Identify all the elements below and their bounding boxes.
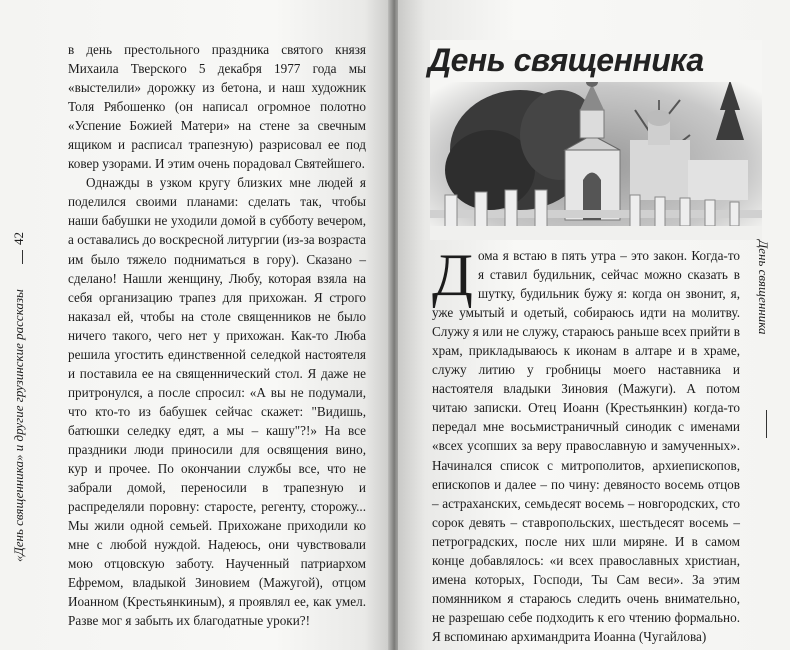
right-header-rule [766, 410, 767, 438]
book-running-title: «День священника» и другие грузинские рассказы [11, 289, 26, 562]
right-running-head [755, 240, 779, 420]
page-number: 42 [11, 232, 26, 245]
chapter-title: День священника [428, 42, 704, 78]
left-running-head [11, 232, 35, 562]
paragraph: в день престольного праздника святого князя Михаила Тверского 5 декабря 1977 года мы «выстелили» дорожку из бетона, и наш художник Толя Рябошенко (он написал огромное полотно «Успение Божией Матери» на стене за свечным ящиком и расписал трапезную) разрисовал ее под ковер узорами. И этим очень порадовал Святейшего. [68, 42, 366, 172]
left-body-text [68, 40, 366, 630]
paragraph: Однажды в узком кругу близких мне людей я поделился своими планами: сделать так, чтобы наши бабушки не уходили домой в субботу вечером, а оставались до воскресной литургии (из-за возраста им было тяжело подниматься в гору). Сказано – сделано! Нашли женщину, Любу, которая взяла на себя организацию трапез для прихожан. Я строго наказал ей, чтобы на столе священников не было ничего такого, чего нет у прихожан. Как-то Люба решила угостить единственной селедкой настоятеля и поставила ее на священнический стол. Я даже не притронулся, а после спросил: «А вы не подумали, что кто-то из бабушек сейчас скажет: "Видишь, батюшки селедку едят, а мы – кашу"?!» На все праздники люди приносили для освящения вино, кур и прочее. По окончании службы все, что не забрали домой, переносили в трапезную и распределяли поровну: старосте, регенту, сторожу... Мы жили одной семьей. Прихожане приходили ко мне с любой нуждой. Надеюсь, они чувствовали мою отцовскую заботу. Наученный патриархом Ефремом, владыкой Зиновием (Мажугой), отцом Иоанном (Крестьянкиным), я проявлял ее, как умел. Разве мог я забыть их благодатные уроки?! [68, 175, 366, 629]
paragraph-body: ома я встаю в пять утра – это закон. Когда-то я ставил будильник, сейчас можно сказать в шутку, будильник бужу я: когда он звонит, я, уже умытый и одетый, собираюсь идти на молитву. Служу я или не служу, стараюсь раньше всех прийти в храм, прикладываюсь к иконам в алтаре и в храме, служу литию у гробницы моего наставника и настоятеля владыки Зиновия (Мажуги). А потом читаю записки. Отец Иоанн (Крестьянкин) когда-то передал мне восьмистраничный синодик с именами «всех усопших за веру православную и замученных». Начинался список с митрополитов, архиепископов, епископов и далее – по чину: девяносто восемь отцов – астраханских, семьдесят восемь – новгородских, сто сорок девять – ставропольских, шестьдесят восемь – петроградских, после них шли миряне. И в самом конце добавлялось: «и всех православных христиан, имена которых, Господи, Ты Сам веси». За этим помянником я стараюсь следить очень внимательно, не разрешаю себе подходить к его чтению формально. Я вспоминаю архимандрита Иоанна (Чугайлова) [432, 248, 740, 644]
paragraph [432, 242, 740, 646]
chapter-running-title: День священника [756, 240, 771, 335]
right-body-text [432, 242, 740, 646]
left-page [0, 0, 392, 650]
drop-cap: Д [432, 242, 473, 308]
